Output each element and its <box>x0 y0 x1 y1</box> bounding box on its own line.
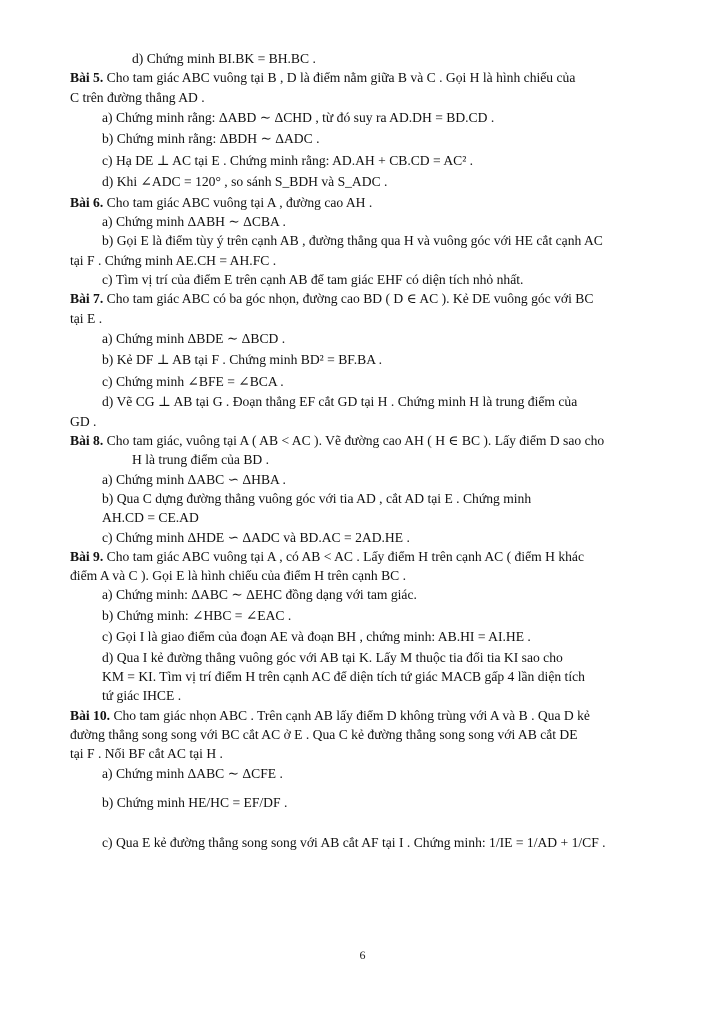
exercise-line: a) Chứng minh ΔBDE ∼ ΔBCD . <box>102 330 286 346</box>
exercise-line: a) Chứng minh ΔABC ∼ ΔCFE . <box>102 765 283 781</box>
exercise-line <box>70 68 690 87</box>
exercise-line: tại F . Chứng minh AE.CH = AH.FC . <box>70 252 277 268</box>
exercise-heading: Bài 6. <box>70 194 104 210</box>
exercise-line: d) Vẽ CG ⊥ AB tại G . Đoạn thẳng EF cắt GD tại H . Chứng minh H là trung điểm của <box>102 394 578 410</box>
exercise-line: a) Chứng minh ΔABC ∽ ΔHBA . <box>102 471 286 487</box>
exercise-line <box>70 547 690 566</box>
exercise-line: d) Khi ∠ADC = 120° , so sánh S_BDH và S_ADC . <box>102 174 388 190</box>
exercise-heading: Bài 8. <box>70 433 104 449</box>
exercise-text: Cho tam giác ABC vuông tại A , có AB < AC . Lấy điểm H trên cạnh AC ( điểm H khác <box>106 548 584 564</box>
exercise-text: Cho tam giác ABC vuông tại A , đường cao AH . <box>106 194 373 210</box>
exercise-line: H là trung điểm của BD . <box>132 452 270 468</box>
exercise-line: AH.CD = CE.AD <box>102 510 199 526</box>
exercise-line <box>70 193 690 212</box>
exercise-heading: Bài 9. <box>70 548 104 564</box>
exercise-line: đường thẳng song song với BC cắt AC ở E . Qua C kẻ đường thẳng song song với AB cắt DE <box>70 726 578 742</box>
exercise-line <box>70 706 690 725</box>
exercise-heading: Bài 5. <box>70 70 104 86</box>
exercise-line: GD . <box>70 413 97 429</box>
exercise-line: a) Chứng minh rằng: ΔABD ∼ ΔCHD , từ đó suy ra AD.DH = BD.CD . <box>102 109 495 125</box>
exercise-line: b) Qua C dựng đường thẳng vuông góc với tia AD , cắt AD tại E . Chứng minh <box>102 490 532 506</box>
exercise-line <box>70 431 690 450</box>
exercise-text: Cho tam giác ABC vuông tại B , D là điểm nằm giữa B và C . Gọi H là hình chiếu của <box>106 70 576 86</box>
exercise-line: c) Chứng minh ∠BFE = ∠BCA . <box>102 373 284 389</box>
exercise-line: b) Gọi E là điểm tùy ý trên cạnh AB , đường thẳng qua H và vuông góc với HE cắt cạnh AC <box>102 233 603 249</box>
exercise-line: d) Qua I kẻ đường thẳng vuông góc với AB tại K. Lấy M thuộc tia đối tia KI sao cho <box>102 649 563 665</box>
exercise-line <box>70 289 690 308</box>
exercise-line: tại E . <box>70 310 103 326</box>
exercise-line: b) Kẻ DF ⊥ AB tại F . Chứng minh BD² = BF.BA . <box>102 352 383 368</box>
exercise-line: C trên đường thẳng AD . <box>70 89 205 105</box>
exercise-line: d) Chứng minh BI.BK = BH.BC . <box>132 51 316 66</box>
exercise-line: a) Chứng minh ΔABH ∼ ΔCBA . <box>102 214 286 230</box>
exercise-line: a) Chứng minh: ΔABC ∼ ΔEHC đồng dạng với tam giác. <box>102 587 417 603</box>
exercise-heading: Bài 10. <box>70 707 111 723</box>
exercise-line: c) Gọi I là giao điểm của đoạn AE và đoạn BH , chứng minh: AB.HI = AI.HE . <box>102 629 531 645</box>
exercise-line: c) Qua E kẻ đường thẳng song song với AB cắt AF tại I . Chứng minh: 1/IE = 1/AD + 1/CF . <box>102 834 606 850</box>
exercise-text: Cho tam giác, vuông tại A ( AB < AC ). Vẽ đường cao AH ( H ∈ BC ). Lấy điểm D sao cho <box>106 433 605 449</box>
exercise-text: Cho tam giác ABC có ba góc nhọn, đường cao BD ( D ∈ AC ). Kẻ DE vuông góc với BC <box>106 291 594 307</box>
exercise-line: b) Chứng minh HE/HC = EF/DF . <box>102 794 288 810</box>
exercise-line: c) Chứng minh ΔHDE ∽ ΔADC và BD.AC = 2AD.HE . <box>102 529 410 545</box>
exercise-line: c) Hạ DE ⊥ AC tại E . Chứng minh rằng: AD.AH + CB.CD = AC² . <box>102 152 474 168</box>
exercise-line: tại F . Nối BF cắt AC tại H . <box>70 746 223 762</box>
exercise-line: điểm A và C ). Gọi E là hình chiếu của điểm H trên cạnh BC . <box>70 568 406 584</box>
exercise-line: b) Chứng minh rằng: ΔBDH ∼ ΔADC . <box>102 131 320 147</box>
exercise-line: tứ giác IHCE . <box>102 688 182 704</box>
exercise-line: KM = KI. Tìm vị trí điểm H trên cạnh AC để diện tích tứ giác MACB gấp 4 lần diện tích <box>102 669 585 685</box>
exercise-heading: Bài 7. <box>70 291 104 307</box>
document-page <box>70 49 690 863</box>
exercise-text: Cho tam giác nhọn ABC . Trên cạnh AB lấy điểm D không trùng với A và B . Qua D kẻ <box>113 707 590 723</box>
exercise-line: b) Chứng minh: ∠HBC = ∠EAC . <box>102 607 292 623</box>
page-number: 6 <box>359 948 366 962</box>
exercise-line: c) Tìm vị trí của điểm E trên cạnh AB để tam giác EHF có diện tích nhỏ nhất. <box>102 272 524 288</box>
